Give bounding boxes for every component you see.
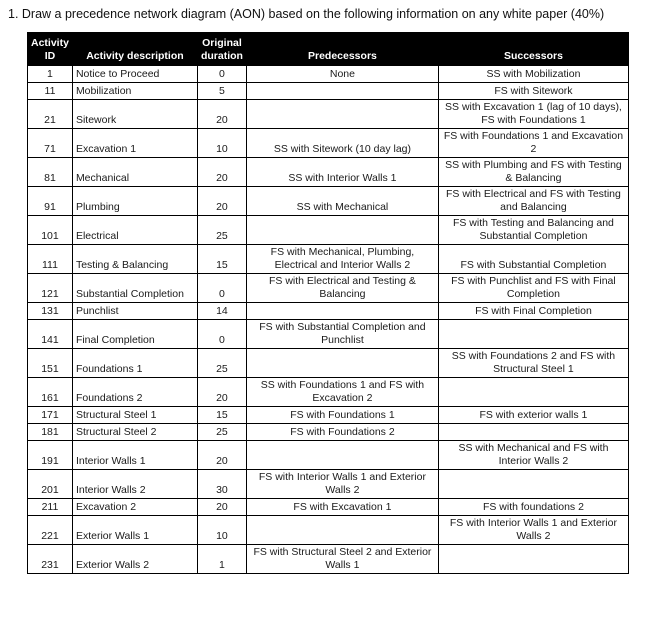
col-header-description: Activity description — [72, 33, 197, 66]
cell-desc: Exterior Walls 2 — [72, 545, 197, 574]
table-row — [28, 349, 629, 378]
cell-dur: 10 — [197, 516, 246, 545]
cell-desc: Electrical — [72, 216, 197, 245]
cell-pred: FS with Foundations 1 — [246, 407, 438, 424]
cell-id: 141 — [28, 320, 73, 349]
cell-pred: FS with Foundations 2 — [246, 424, 438, 441]
cell-dur: 20 — [197, 378, 246, 407]
cell-pred — [246, 516, 438, 545]
question-title: 1. Draw a precedence network diagram (AON) based on the following information on any white paper (40%) — [8, 7, 605, 21]
cell-pred — [246, 349, 438, 378]
cell-succ: SS with Plumbing and FS with Testing & Balancing — [438, 158, 628, 187]
cell-dur: 25 — [197, 424, 246, 441]
cell-pred — [246, 100, 438, 129]
cell-pred: FS with Electrical and Testing & Balancing — [246, 274, 438, 303]
cell-succ: FS with Sitework — [438, 83, 628, 100]
cell-pred: SS with Sitework (10 day lag) — [246, 129, 438, 158]
cell-dur: 20 — [197, 441, 246, 470]
cell-id: 21 — [28, 100, 73, 129]
cell-dur: 25 — [197, 349, 246, 378]
cell-desc: Substantial Completion — [72, 274, 197, 303]
cell-pred: SS with Mechanical — [246, 187, 438, 216]
table-row — [28, 441, 629, 470]
cell-desc: Foundations 2 — [72, 378, 197, 407]
cell-pred: None — [246, 66, 438, 83]
cell-id: 121 — [28, 274, 73, 303]
cell-desc: Foundations 1 — [72, 349, 197, 378]
table-row — [28, 516, 629, 545]
cell-id: 11 — [28, 83, 73, 100]
cell-succ: FS with Electrical and FS with Testing and Balancing — [438, 187, 628, 216]
cell-dur: 1 — [197, 545, 246, 574]
cell-id: 71 — [28, 129, 73, 158]
cell-desc: Mechanical — [72, 158, 197, 187]
table-row — [28, 216, 629, 245]
cell-desc: Plumbing — [72, 187, 197, 216]
cell-succ: SS with Excavation 1 (lag of 10 days), FS with Foundations 1 — [438, 100, 628, 129]
table-row — [28, 274, 629, 303]
table-row — [28, 424, 629, 441]
cell-pred — [246, 303, 438, 320]
cell-succ: FS with Punchlist and FS with Final Completion — [438, 274, 628, 303]
table-row — [28, 129, 629, 158]
cell-dur: 20 — [197, 187, 246, 216]
cell-dur: 0 — [197, 274, 246, 303]
cell-desc: Final Completion — [72, 320, 197, 349]
table-row — [28, 378, 629, 407]
cell-desc: Structural Steel 2 — [72, 424, 197, 441]
cell-pred: FS with Mechanical, Plumbing, Electrical and Interior Walls 2 — [246, 245, 438, 274]
table-row — [28, 100, 629, 129]
cell-id: 151 — [28, 349, 73, 378]
cell-id: 171 — [28, 407, 73, 424]
table-row — [28, 545, 629, 574]
col-header-predecessors: Predecessors — [246, 33, 438, 66]
cell-id: 191 — [28, 441, 73, 470]
cell-succ: FS with Final Completion — [438, 303, 628, 320]
cell-dur: 15 — [197, 407, 246, 424]
cell-dur: 0 — [197, 320, 246, 349]
col-header-successors: Successors — [438, 33, 628, 66]
cell-pred — [246, 216, 438, 245]
cell-pred: FS with Excavation 1 — [246, 499, 438, 516]
table-row — [28, 83, 629, 100]
cell-desc: Excavation 1 — [72, 129, 197, 158]
cell-id: 111 — [28, 245, 73, 274]
cell-pred: SS with Foundations 1 and FS with Excavation 2 — [246, 378, 438, 407]
cell-desc: Sitework — [72, 100, 197, 129]
table-row — [28, 158, 629, 187]
cell-id: 101 — [28, 216, 73, 245]
cell-pred: FS with Substantial Completion and Punchlist — [246, 320, 438, 349]
col-header-duration: Original duration — [197, 33, 246, 66]
cell-succ: FS with exterior walls 1 — [438, 407, 628, 424]
cell-id: 131 — [28, 303, 73, 320]
cell-id: 201 — [28, 470, 73, 499]
cell-succ — [438, 470, 628, 499]
cell-desc: Notice to Proceed — [72, 66, 197, 83]
cell-desc: Punchlist — [72, 303, 197, 320]
cell-succ: FS with Foundations 1 and Excavation 2 — [438, 129, 628, 158]
cell-desc: Interior Walls 1 — [72, 441, 197, 470]
table-row — [28, 245, 629, 274]
cell-desc: Interior Walls 2 — [72, 470, 197, 499]
cell-id: 1 — [28, 66, 73, 83]
cell-id: 81 — [28, 158, 73, 187]
cell-pred — [246, 441, 438, 470]
cell-dur: 20 — [197, 100, 246, 129]
activity-table — [27, 32, 629, 574]
cell-succ: FS with Testing and Balancing and Substantial Completion — [438, 216, 628, 245]
cell-id: 161 — [28, 378, 73, 407]
table-row — [28, 407, 629, 424]
cell-id: 181 — [28, 424, 73, 441]
cell-pred: FS with Interior Walls 1 and Exterior Walls 2 — [246, 470, 438, 499]
col-header-activity-id: Activity ID — [28, 33, 73, 66]
cell-pred — [246, 83, 438, 100]
cell-pred: FS with Structural Steel 2 and Exterior Walls 1 — [246, 545, 438, 574]
cell-succ: FS with Substantial Completion — [438, 245, 628, 274]
table-row — [28, 66, 629, 83]
cell-desc: Exterior Walls 1 — [72, 516, 197, 545]
cell-succ — [438, 424, 628, 441]
cell-succ: SS with Mobilization — [438, 66, 628, 83]
table-row — [28, 187, 629, 216]
cell-succ — [438, 545, 628, 574]
cell-succ — [438, 378, 628, 407]
cell-id: 221 — [28, 516, 73, 545]
cell-pred: SS with Interior Walls 1 — [246, 158, 438, 187]
cell-dur: 30 — [197, 470, 246, 499]
cell-dur: 20 — [197, 158, 246, 187]
cell-succ: FS with Interior Walls 1 and Exterior Walls 2 — [438, 516, 628, 545]
table-header-row — [28, 33, 629, 66]
table-row — [28, 470, 629, 499]
cell-desc: Excavation 2 — [72, 499, 197, 516]
cell-dur: 14 — [197, 303, 246, 320]
cell-dur: 0 — [197, 66, 246, 83]
table-row — [28, 303, 629, 320]
cell-succ — [438, 320, 628, 349]
cell-desc: Testing & Balancing — [72, 245, 197, 274]
cell-succ: SS with Mechanical and FS with Interior Walls 2 — [438, 441, 628, 470]
cell-id: 91 — [28, 187, 73, 216]
cell-desc: Mobilization — [72, 83, 197, 100]
cell-dur: 5 — [197, 83, 246, 100]
cell-id: 211 — [28, 499, 73, 516]
table-row — [28, 320, 629, 349]
cell-dur: 10 — [197, 129, 246, 158]
table-row — [28, 499, 629, 516]
cell-dur: 15 — [197, 245, 246, 274]
cell-desc: Structural Steel 1 — [72, 407, 197, 424]
cell-id: 231 — [28, 545, 73, 574]
cell-dur: 25 — [197, 216, 246, 245]
cell-dur: 20 — [197, 499, 246, 516]
cell-succ: SS with Foundations 2 and FS with Structural Steel 1 — [438, 349, 628, 378]
cell-succ: FS with foundations 2 — [438, 499, 628, 516]
